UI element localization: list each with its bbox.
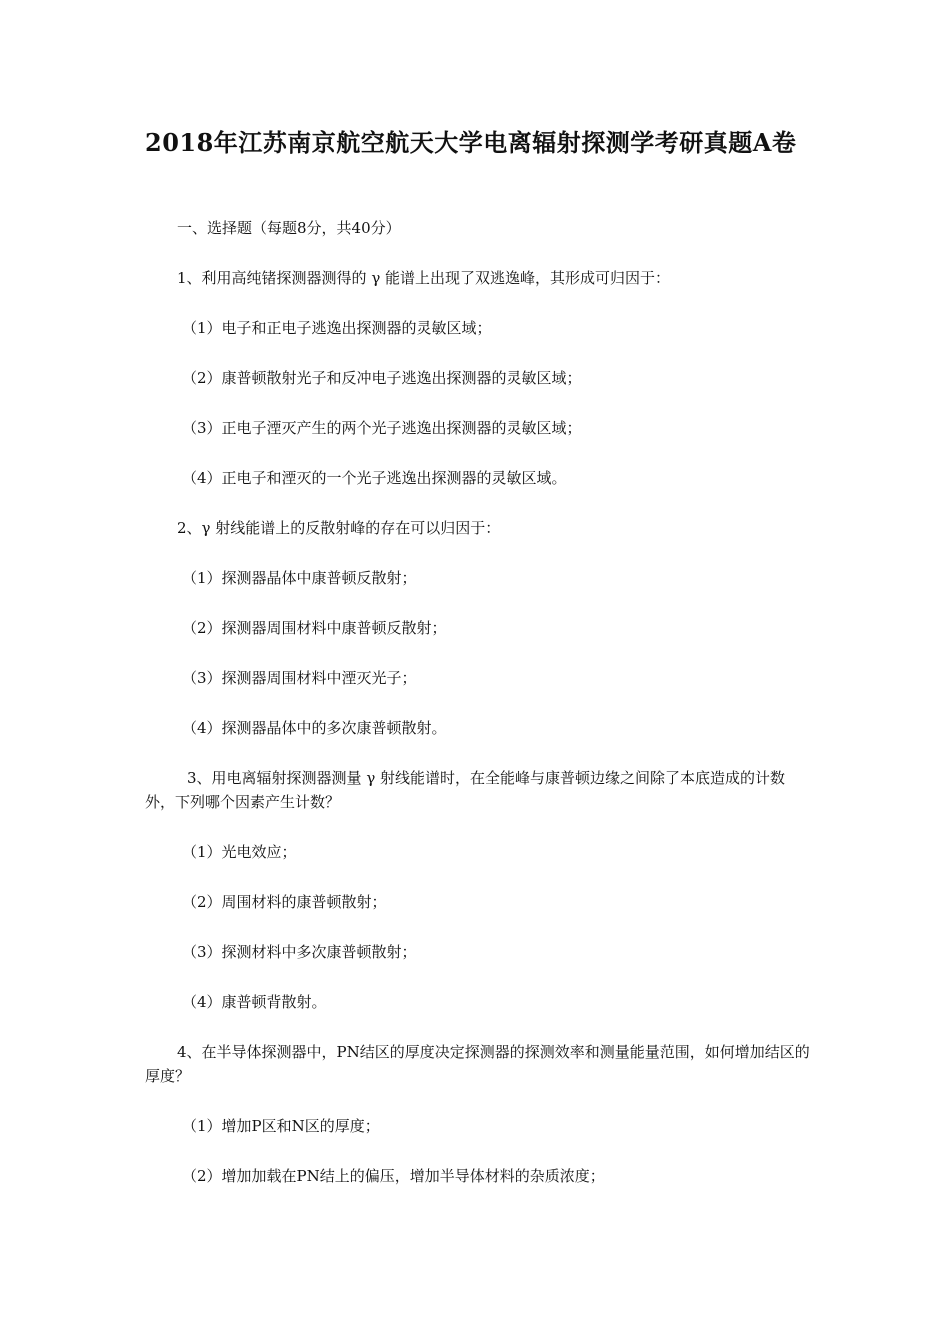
question-4-option-1: （1）增加P区和N区的厚度； xyxy=(182,1117,380,1135)
question-3-option-1: （1）光电效应； xyxy=(182,843,297,861)
question-1-option-4: （4）正电子和湮灭的一个光子逃逸出探测器的灵敏区域。 xyxy=(182,469,567,487)
question-1-option-3: （3）正电子湮灭产生的两个光子逃逸出探测器的灵敏区域； xyxy=(182,419,582,437)
question-2-stem: 2、γ 射线能谱上的反散射峰的存在可以归因于： xyxy=(177,519,501,537)
question-1-option-2: （2）康普顿散射光子和反冲电子逃逸出探测器的灵敏区域； xyxy=(182,369,582,387)
question-2-option-1: （1）探测器晶体中康普顿反散射； xyxy=(182,569,417,587)
question-3-option-2: （2）周围材料的康普顿散射； xyxy=(182,893,387,911)
question-3-option-4: （4）康普顿背散射。 xyxy=(182,993,327,1011)
document-title: 2018年江苏南京航空航天大学电离辐射探测学考研真题A卷 xyxy=(145,128,797,157)
question-1-option-1: （1）电子和正电子逃逸出探测器的灵敏区域； xyxy=(182,319,492,337)
section-heading: 一、选择题（每题8分，共40分） xyxy=(177,219,401,237)
question-2-option-4: （4）探测器晶体中的多次康普顿散射。 xyxy=(182,719,447,737)
question-4-option-2: （2）增加加载在PN结上的偏压，增加半导体材料的杂质浓度； xyxy=(182,1167,605,1185)
question-2-option-3: （3）探测器周围材料中湮灭光子； xyxy=(182,669,417,687)
question-4-stem: 4、在半导体探测器中，PN结区的厚度决定探测器的探测效率和测量能量范围，如何增加结区的厚度？ xyxy=(145,1043,810,1085)
question-1-stem: 1、利用高纯锗探测器测得的 γ 能谱上出现了双逃逸峰，其形成可归因于： xyxy=(177,269,671,287)
question-3-option-3: （3）探测材料中多次康普顿散射； xyxy=(182,943,417,961)
question-3-stem: 3、用电离辐射探测器测量 γ 射线能谱时，在全能峰与康普顿边缘之间除了本底造成的计数外，下列哪个因素产生计数？ xyxy=(145,769,786,811)
question-2-option-2: （2）探测器周围材料中康普顿反散射； xyxy=(182,619,447,637)
